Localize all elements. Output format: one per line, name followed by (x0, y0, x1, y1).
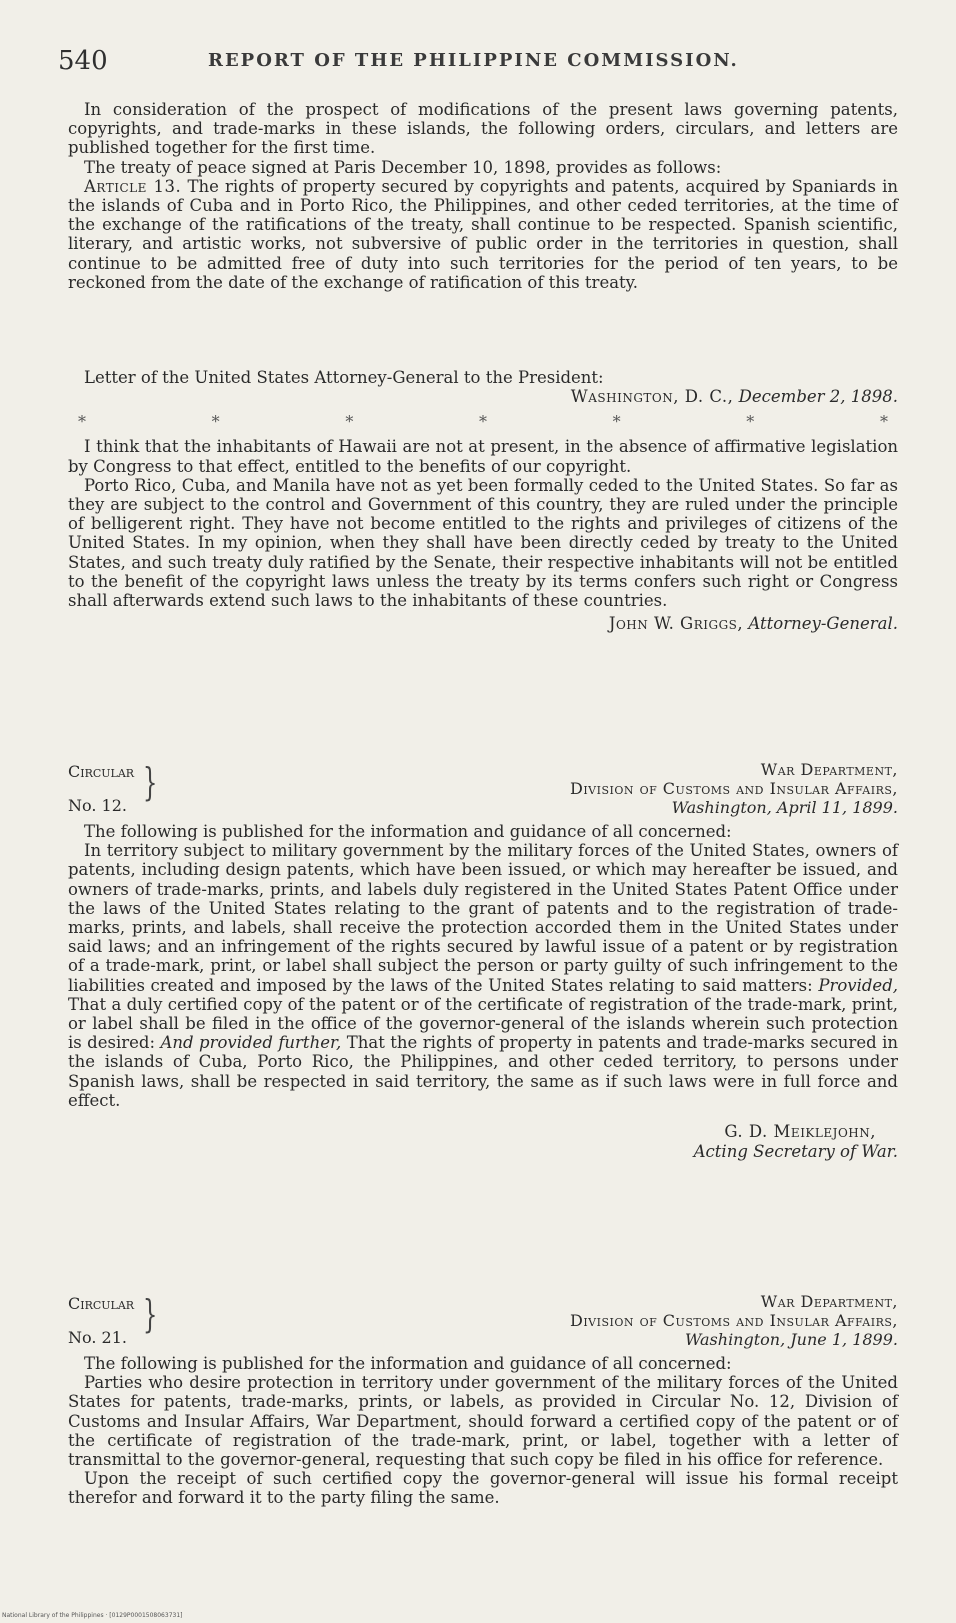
circular-21-paragraph-3: Upon the receipt of such certified copy the governor-general will issue his formal receipt therefor and forward it to the party filing the same. (68, 1469, 898, 1508)
circular-21-header (68, 1292, 898, 1352)
letter-date: December 2, 1898. (738, 387, 898, 407)
department: War Department, (760, 760, 898, 779)
article-text: The rights of property secured by copyrights and patents, acquired by Spaniards in the islands of Cuba and in Porto Rico, the Philippines, and other ceded territories, at the time of the exchange of the ratifications of the treaty, shall continue to be respected. Spanish scientific, literary, and artistic works, not subversive of public order in the territories in question, shall continue to be admitted free of duty into such territories for the period of ten years, to be reckoned from the date of the exchange of ratification of this treaty. (68, 176, 898, 292)
letter-dateline (68, 387, 898, 406)
intro-section (68, 100, 898, 292)
letter-paragraph-2: Porto Rico, Cuba, and Manila have not as yet been formally ceded to the United States. So far as they are subject to the control and Government of this country, they are ruled under the principle of belligerent right. They have not become entitled to the rights and privileges of citizens of the United States. In my opinion, when they shall have been directly ceded by treaty to the United States, and such treaty duly ratified by the Senate, their respective inhabitants will not be entitled to the benefit of the copyright laws unless the treaty by its terms confers such right or Congress shall afterwards extend such laws to the inhabitants of these countries. (68, 475, 898, 611)
letter-signature (68, 614, 898, 634)
circular-21-body (68, 1354, 898, 1508)
dateline: Washington, April 11, 1899. (671, 798, 898, 817)
circular-12-paragraph-2 (68, 841, 898, 1110)
circular-21-masthead (338, 1292, 898, 1349)
letter-place: Washington, D. C., (570, 387, 734, 407)
page-number: 540 (58, 46, 108, 76)
page-header (58, 42, 898, 82)
star: * (78, 412, 86, 432)
brace: } (142, 1292, 158, 1336)
circular-12-header (68, 760, 898, 820)
letter-section (68, 368, 898, 634)
letter-heading: Letter of the United States Attorney-General to the President: (84, 368, 604, 387)
article-label: Article 13. (84, 176, 182, 196)
text-run: In territory subject to military government by the military forces of the United States, owners of patents, including design patents, which have been issued, or which may hereafter be issued, and owners of trade-marks, prints, and labels duly registered in the United States Patent Office under the laws of the United States relating to the grant of patents and to the registration of trade-marks, prints, and labels, shall receive the protection accorded them in the United States under said laws; and an infringement of the rights secured by lawful issue of a patent or by registration of a trade-mark, print, or label shall subject the person or party guilty of such infringement to the liabilities created and imposed by the laws of the United States relating to said matters: (68, 841, 898, 995)
dateline: Washington, June 1, 1899. (684, 1330, 898, 1349)
department: War Department, (760, 1292, 898, 1311)
ellipsis-stars (68, 412, 898, 431)
provided-further: And provided further, (160, 1033, 342, 1053)
star: * (345, 412, 354, 432)
text-run: That the rights of property in patents and trade-marks secured in the islands of Cuba, Porto Rico, the Philippines, and other ceded territory, to persons under Spanish laws, shall be respected in said territory, the same as if such laws were in full force and effect. (68, 1033, 898, 1110)
signer-name: John W. Griggs, (608, 614, 744, 634)
circular-12-body (68, 822, 898, 1162)
circular-12-paragraph-1: The following is published for the information and guidance of all concerned: (84, 822, 732, 841)
treaty-paragraph: The treaty of peace signed at Paris December 10, 1898, provides as follows: (84, 157, 722, 177)
text-run: That a duly certified copy of the patent or of the certificate of registration of the trade-mark, print, or label shall be filed in the office of the governor-general of the islands wherein such protection is desired: (68, 994, 898, 1053)
intro-paragraph: In consideration of the prospect of modifications of the present laws governing patents, copyrights, and trade-marks in these islands, the following orders, circulars, and letters are published together for the first time. (68, 100, 898, 158)
circular-label: Circular (68, 1294, 135, 1313)
running-head: REPORT OF THE PHILIPPINE COMMISSION. (208, 50, 739, 71)
circular-number: No. 21. (68, 1328, 127, 1347)
star: * (746, 412, 755, 432)
circular-21-paragraph-2: Parties who desire protection in territory under government of the military forces of the United States for patents, trade-marks, prints, or labels, as provided in Circular No. 12, Division of Customs and Insular Affairs, War Department, should forward a certified copy of the patent or of the certificate of registration of the trade-mark, print, or label, together with a letter of transmittal to the governor-general, requesting that such copy be filed in his office for reference. (68, 1373, 898, 1470)
star: * (211, 412, 220, 432)
star: * (478, 412, 487, 432)
star: * (612, 412, 621, 432)
signer-title: Attorney-General. (748, 614, 898, 634)
division: Division of Customs and Insular Affairs, (570, 1311, 898, 1330)
article-13 (68, 177, 898, 292)
circular-number: No. 12. (68, 796, 127, 815)
star: * (879, 412, 888, 432)
circular-21-paragraph-1: The following is published for the information and guidance of all concerned: (84, 1354, 732, 1373)
signer-name: G. D. Meiklejohn, (724, 1122, 876, 1142)
circular-12-masthead (338, 760, 898, 817)
signer-title: Acting Secretary of War. (693, 1142, 898, 1162)
scan-footer: National Library of the Philippines · [0129P0001508063731] (2, 1612, 183, 1619)
circular-label: Circular (68, 762, 135, 781)
letter-paragraph-1: I think that the inhabitants of Hawaii are not at present, in the absence of affirmative legislation by Congress to that effect, entitled to the benefits of our copyright. (68, 437, 898, 476)
division: Division of Customs and Insular Affairs, (570, 779, 898, 798)
provided: Provided, (818, 975, 898, 995)
circular-12-signature (68, 1122, 898, 1162)
brace: } (142, 760, 158, 804)
